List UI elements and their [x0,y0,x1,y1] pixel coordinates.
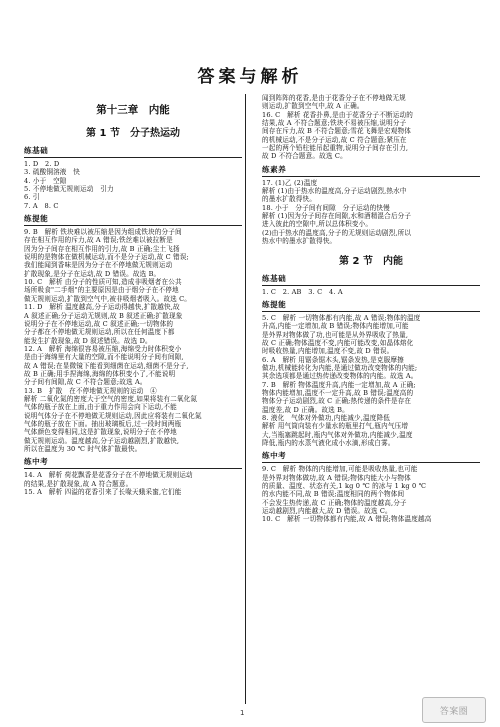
answer-line: 的水内能不同,故 B 错误;温度相同的两个物体间 [262,490,405,499]
answer-line: 10. C 解析 一切物体都有内能,故 A 错误;物体温度越高 [262,515,432,524]
answer-line: 扩散现象,是分子在运动,故 D 错误。故选 B。 [24,269,161,278]
answer-line: 故 D 不符合题意。故选 C。 [262,152,347,161]
answer-line: 降低,瓶内的水蒸气液化成小水滴,形成白雾。 [262,439,395,447]
answer-line: 不会发生热传递,故 C 正确;物体的温度越高,分子 [262,498,407,507]
answer-line: 解析 (1)由于热水的温度高,分子运动剧烈,热水中 [262,187,407,196]
subsection-heading [24,145,242,158]
answer-line: 13. B 扩散 在不停地做无规则的运动 ④ [24,386,157,395]
answer-line: 结果,故 A 不符合题意;铁块不易被压缩,说明分子 [262,119,407,128]
answer-line: 解析 (1)因为分子间存在间隙,水和酒精混合后分子 [262,212,412,221]
answer-line: 一起的两个铅柱能吊起重物,说明分子间存在引力, [262,144,409,153]
answer-line: 故 A 错误;在显微镜下能看到细菌在运动,细菌不是分子, [24,361,189,370]
answer-line: 4. 小于 空隙 [24,176,67,185]
answer-line: 说明气体分子在不停地做无规则运动,因此应将装有二氧化氮 [24,411,202,420]
subsection-heading-text: 练基础 [262,273,287,283]
answer-line: 分子都在不停地做无规则运动,所以在任何温度下都 [24,328,175,337]
answer-line: 7. A 8. C [24,201,59,210]
right-column [262,94,480,524]
subsection-heading [24,213,242,226]
answer-line: 做功,机械能转化为内能,是通过做功改变物体的内能; [262,363,418,372]
answer-line: 气体颜色变得相同,这是扩散现象,说明分子在不停地 [24,428,177,437]
subsection-heading-text: 练基础 [24,146,49,155]
subsection-heading [262,299,480,312]
answer-line: 所以在温度为 30 ℃ 时气体扩散最快。 [24,445,142,453]
answer-line: 6. 引 [24,193,40,202]
answer-line: 运动越剧烈,内能越大,故 D 错误。故选 C。 [262,507,392,516]
watermark-stamp: 答案圈 [422,697,486,723]
answer-line: 气体的瓶子放在下面。抽出玻璃板后,过一段时间两瓶 [24,419,182,428]
answer-line: 进入彼此的空隙中,所以总体积变小。 [262,220,373,229]
answer-line: 分子间有间隙,故 C 不符合题意;故选 A。 [24,378,147,387]
answer-line: 15. A 解析 四溢的花香引来了长喙天蛾采蜜,它们能 [24,488,182,497]
answer-line: 能发生扩散现象,故 D 叙述错误。故选 D。 [24,336,152,345]
chapter-title: 第十三章 内能 [96,104,170,116]
answer-line: (2)由于热水的温度高,分子的无规则运动剧烈,所以 [262,228,412,237]
answer-line: 12. A 解析 海绵很容易被压缩,海绵受力时体积变小 [24,344,182,353]
answer-line: 故 B 正确;用手捏海绵,海绵的体积变小了,不能说明 [24,369,176,378]
answer-line: 其余选项都是通过热传递改变物体的内能。故选 A。 [262,372,418,381]
answer-line: 时吸收热量,内能增加,温度不变,故 D 错误。 [262,347,394,356]
answer-line: 间存在斥力,故 B 不符合题意;雪花飞舞是宏观物体 [262,127,411,136]
section-title: 第 2 节 内能 [339,255,403,267]
column-divider [245,94,246,704]
page-title: 答案与解析 [197,67,303,87]
answer-line: 的墨水扩散得快。 [262,195,316,204]
subsection-heading-text: 练中考 [24,457,49,467]
answer-line: 18. 小于 分子间有间隙 分子运动的快慢 [262,203,390,212]
answer-line: 场所吸食"二手烟"的主要原因是由于烟分子在不停地 [24,286,179,295]
answer-line: 是由于海绵里有大量的空隙,而不能说明分子间有间隙, [24,353,184,362]
answer-line: 是外界对物体做了功,也可能是从外界吸收了热量, [262,330,409,339]
answer-line: 我们能闻到香味是因为分子在不停地做无规则运动 [24,261,173,270]
answer-line: 11. D 解析 温度越高,分子运动得越快,扩散越快,故 [24,303,180,312]
subsection-heading-text: 练提能 [262,299,287,309]
answer-line: 3. 硫酸铜溶液 快 [24,168,81,177]
answer-line: 大,当瓶塞跳起时,瓶内气体对外做功,内能减少,温度 [262,430,413,439]
subsection-heading [262,273,480,286]
subsection-heading [262,450,480,463]
answer-line: 7. B 解析 物体温度升高,内能一定增加,故 A 正确; [262,380,416,389]
answer-line: 5. C 解析 一切物体都有内能,故 A 错误;物体的温度 [262,313,421,322]
answer-line: 热水中的墨水扩散得快。 [262,237,337,246]
answer-line: 则运动,扩散到空气中,故 A 正确。 [262,102,364,111]
answer-line: 17. (1)乙 (2)温度 [262,178,318,187]
answer-line: 做无规则运动,扩散到空气中,被非吸烟者吸入。故选 C。 [24,294,192,303]
answer-line: 1. C 2. AB 3. C 4. A [262,287,343,296]
answer-line: 1. D 2. D [24,160,60,168]
answer-line: 10. C 解析 由分子的性质可知,造成非吸烟者在公共 [24,278,182,287]
answer-line: 的质量、温度、状态有关,1 kg 0 ℃ 的冰与 1 kg 0 ℃ [262,482,427,491]
answer-line: 存在相互作用的斥力,故 A 错误;铁丝难以被拉断是 [24,236,173,245]
answer-line: 说明分子在不停地运动,故 C 叙述正确;一切物体的 [24,319,174,328]
answer-line: 因为分子间存在相互作用的引力,故 B 正确;尘土飞扬 [24,244,180,253]
answer-line: 故 C 正确;物体温度不变,内能可能改变,如晶体熔化 [262,338,414,347]
answer-line: 9. B 解析 铁块难以被压缩是因为组成铁块的分子间 [24,228,182,237]
answer-line: 是外界对物体做功,故 A 错误;物体内能大小与物体 [262,473,411,482]
left-column [24,94,242,496]
left-content [24,145,242,496]
subsection-heading-text: 练中考 [262,451,287,461]
subsection-heading-text: 练提能 [24,214,49,224]
subsection-heading [262,164,480,177]
answer-line: 解析 二氧化氮的密度大于空气的密度,如果将装有二氧化氮 [24,394,198,403]
right-content [262,94,480,524]
answer-line: 温度差,故 D 正确。故选 B。 [262,405,349,414]
section-title: 第 1 节 分子热运动 [86,128,180,139]
answer-line: 6. A 解析 用锯条锯木头,锯条发热,是克服摩擦 [262,355,404,364]
answer-line: 5. 不停地做无规则运动 引力 [24,185,114,194]
subsection-heading-text: 练素养 [262,164,287,174]
answer-line: 说明的是物体在做机械运动,而不是分子运动,故 C 错误; [24,253,189,262]
answer-line: 14. A 解析 荷花飘香是花香分子在不停地做无规则运动 [24,471,193,480]
answer-line: A 叙述正确;分子运动无规则,故 B 叙述正确;扩散现象 [24,311,183,320]
page-number: 1 [240,709,245,717]
answer-line: 升高,内能一定增加,故 B 错误;物体内能增加,可能 [262,322,409,331]
answer-line: 气体的瓶子放在上面,由于重力作用会向下运动,不能 [24,403,177,412]
answer-line: 解析 用气筒向装有少量水的瓶里打气,瓶内气压增 [262,422,409,431]
answer-line: 的机械运动,不是分子运动,故 C 符合题意;紧压在 [262,135,407,144]
answer-line: 16. C 解析 花香扑鼻,是由于花香分子不断运动的 [262,110,413,119]
answer-line: 的结果,是扩散现象,故 A 符合题意。 [24,479,133,488]
answer-line: 9. C 解析 物体的内能增加,可能是吸收热量,也可能 [262,465,418,474]
answer-line: 物体分子运动剧烈,故 C 正确;热传递的条件是存在 [262,397,412,406]
answer-line: 8. 液化 气体对外做功,内能减少,温度降低 [262,413,390,422]
subsection-heading [24,456,242,469]
answer-line: 做无规则运动。温度越高,分子运动越剧烈,扩散越快, [24,436,180,445]
answer-line: 闻到阵阵的花香,是由于花香分子在不停地做无规 [262,94,406,102]
answer-line: 物体内能增加,温度不一定升高,故 B 错误;温度高的 [262,388,414,397]
